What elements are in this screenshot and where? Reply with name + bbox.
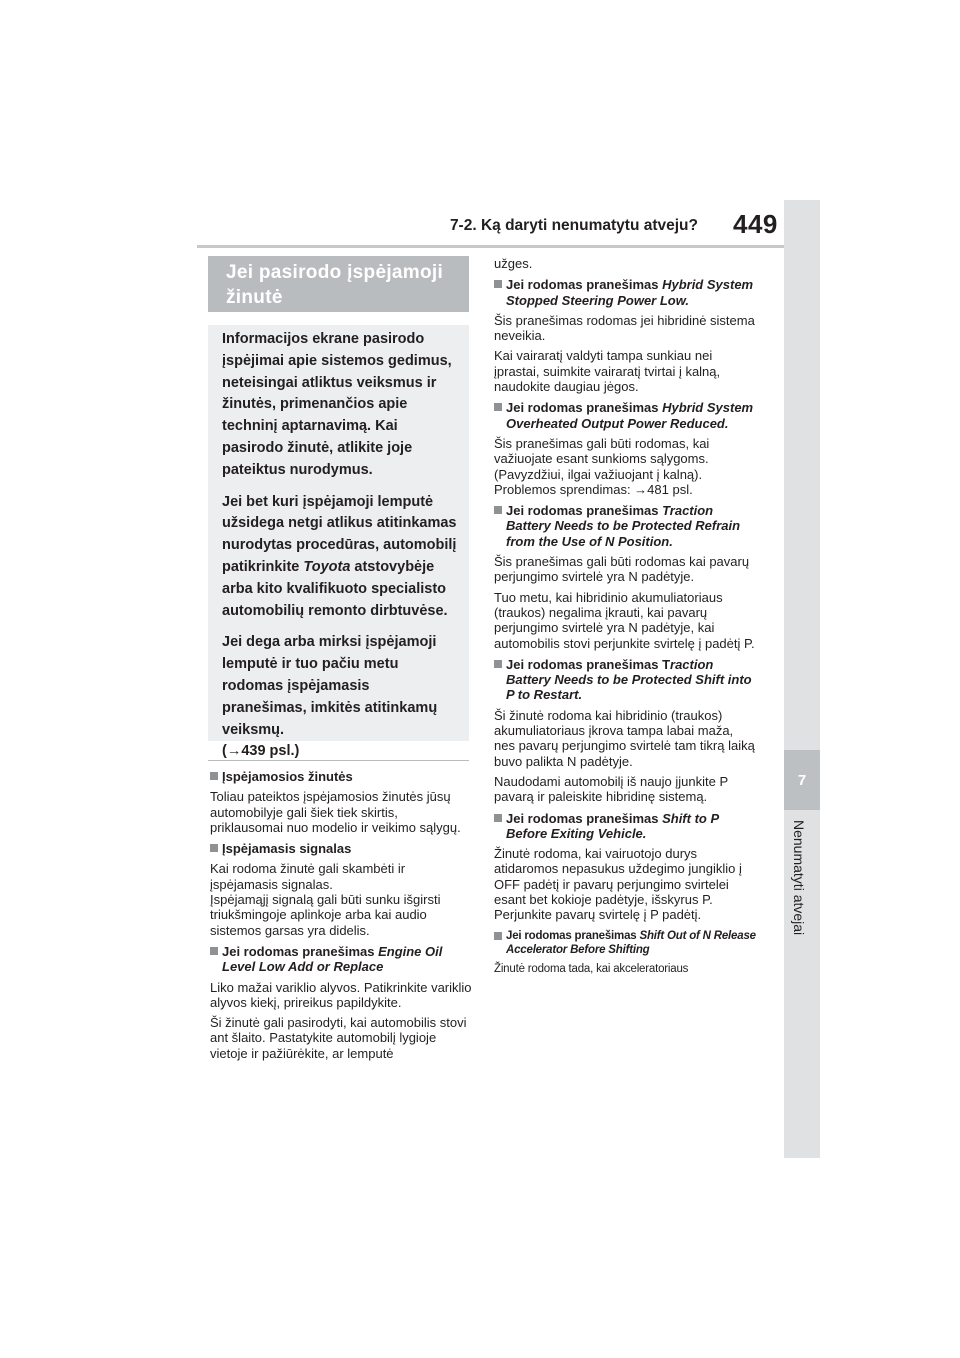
body-text: Naudodami automobilį iš naujo įjunkite P pavarą ir paleiskite hibridinę sistemą. — [494, 773, 728, 805]
info-paragraph: Jei dega arba mirksi įspėjamoji lemputė ir tuo pačiu metu rodomas įspėjamasis pranešimas, imkitės atitinkamų veiksmų. (→439 psl.) — [222, 634, 438, 760]
info-paragraph: Informacijos ekrane pasirodo įspėjimai apie sistemos gedimus, neteisingai atliktus veiksmus ir žinutės, primenančios apie techninį aptarnavimą. Kai pasirodo žinutė, atlikite joje pateiktus nurodymus. — [222, 331, 452, 478]
subheading: Jei rodomas pranešimas Hybrid System Overheated Output Power Reduced. — [494, 400, 756, 431]
right-column — [494, 256, 756, 981]
body-text: Tuo metu, kai hibridinio akumuliatoriaus (traukos) negalima įkrauti, kai pavarų perjungimo svirtelė yra N padėtyje, kai automobilis stovi perjunkite svirtelę į padėtį P. — [494, 589, 755, 651]
left-column — [210, 763, 472, 1066]
subheading: Jei rodomas pranešimas Hybrid System Stopped Steering Power Low. — [494, 277, 756, 308]
body-text: Šis pranešimas rodomas jei hibridinė sistema neveikia. — [494, 312, 755, 344]
subheading: Jei rodomas pranešimas Shift Out of N Release Accelerator Before Shifting — [494, 929, 756, 957]
chapter-title: 7-2. Ką daryti nenumatytu atveju? — [449, 217, 698, 234]
subheading: Įspėjamasis signalas — [210, 841, 472, 856]
subheading: Jei rodomas pranešimas Traction Battery Needs to be Protected Refrain from the Use of N Position. — [494, 503, 756, 549]
body-text: Ši žinutė gali pasirodyti, kai automobilis stovi ant šlaito. Pastatykite automobilį lygioje vietoje ir pažiūrėkite, ar lemputė — [210, 1015, 467, 1061]
body-text: Šis pranešimas gali būti rodomas, kai važiuojate esant sunkioms sąlygoms. (Pavyzdžiui, ilgai važiuojant į kalną). Problemos sprendimas: →481 psl. — [494, 435, 710, 497]
body-text: užges. — [494, 256, 533, 271]
page-number: 449 — [733, 209, 778, 239]
body-text: Liko mažai variklio alyvos. Patikrinkite variklio alyvos kiekį, prireikus papildykite. — [210, 979, 472, 1010]
body-text: Žinutė rodoma, kai vairuotojo durys atidaromos nepasukus uždegimo jungiklio į OFF padėtį ir pavarų perjungimo svirtelei esant bet kokioje padėtyje, išskyrus P. Perjunkite pavarų svirtelę į P padėtį. — [494, 846, 742, 923]
subheading: Įspėjamosios žinutės — [210, 769, 472, 784]
brand-name: Toyota — [303, 558, 351, 575]
body-text: Ši žinutė rodoma kai hibridinio (traukos) akumuliatoriaus įkrova tampa labai maža, nes pavarų perjungimo svirtelė tam tikrą laiką buvo palikta N padėtyje. — [494, 707, 755, 769]
section-divider — [208, 760, 469, 761]
subheading: Jei rodomas pranešimas Traction Battery Needs to be Protected Shift into P to Restart. — [494, 657, 756, 703]
body-text: Šis pranešimas gali būti rodomas kai pavarų perjungimo svirtelė yra N padėtyje. — [494, 554, 750, 585]
page-reference: (→439 psl.) — [222, 743, 300, 760]
info-paragraph: Jei bet kuri įspėjamoji lemputė užsidega netgi atlikus atitinkamas nurodytas procedūras, automobilį patikrinkite Toyota atstovybėje arba kito kvalifikuoto specialisto automobilių remonto dirbtuvėse. — [222, 493, 457, 619]
side-tab-top — [784, 200, 820, 750]
header-rule — [197, 245, 784, 248]
section-title-box — [208, 256, 469, 312]
body-text: Žinutė rodoma tada, kai akceleratoriaus — [494, 962, 689, 975]
chapter-side-label: Nenumatyti atvejai — [791, 820, 807, 936]
chapter-tab — [784, 750, 820, 810]
body-text: Kai rodoma žinutė gali skambėti ir įspėjamasis signalas. Įspėjamąjį signalą gali būti sunku išgirsti triukšmingoje aplinkoje arba kai audio sistemos garsas yra didelis. — [210, 861, 441, 938]
subheading: Jei rodomas pranešimas Shift to P Before Exiting Vehicle. — [494, 811, 756, 842]
chapter-number: 7 — [797, 772, 807, 789]
body-text: Kai vairaratį valdyti tampa sunkiau nei įprastai, suimkite vairaratį tvirtai į kalną, naudokite daugiau jėgos. — [494, 348, 721, 395]
body-text: Toliau pateiktos įspėjamosios žinutės jūsų automobilyje gali šiek tiek skirtis, priklausomai nuo modelio ir veikimo sąlygų. — [210, 789, 461, 835]
subheading: Jei rodomas pranešimas Engine Oil Level Low Add or Replace — [210, 944, 472, 975]
section-title: Jei pasirodo įspėjamoji žinutė — [226, 262, 444, 308]
info-box — [208, 325, 469, 760]
